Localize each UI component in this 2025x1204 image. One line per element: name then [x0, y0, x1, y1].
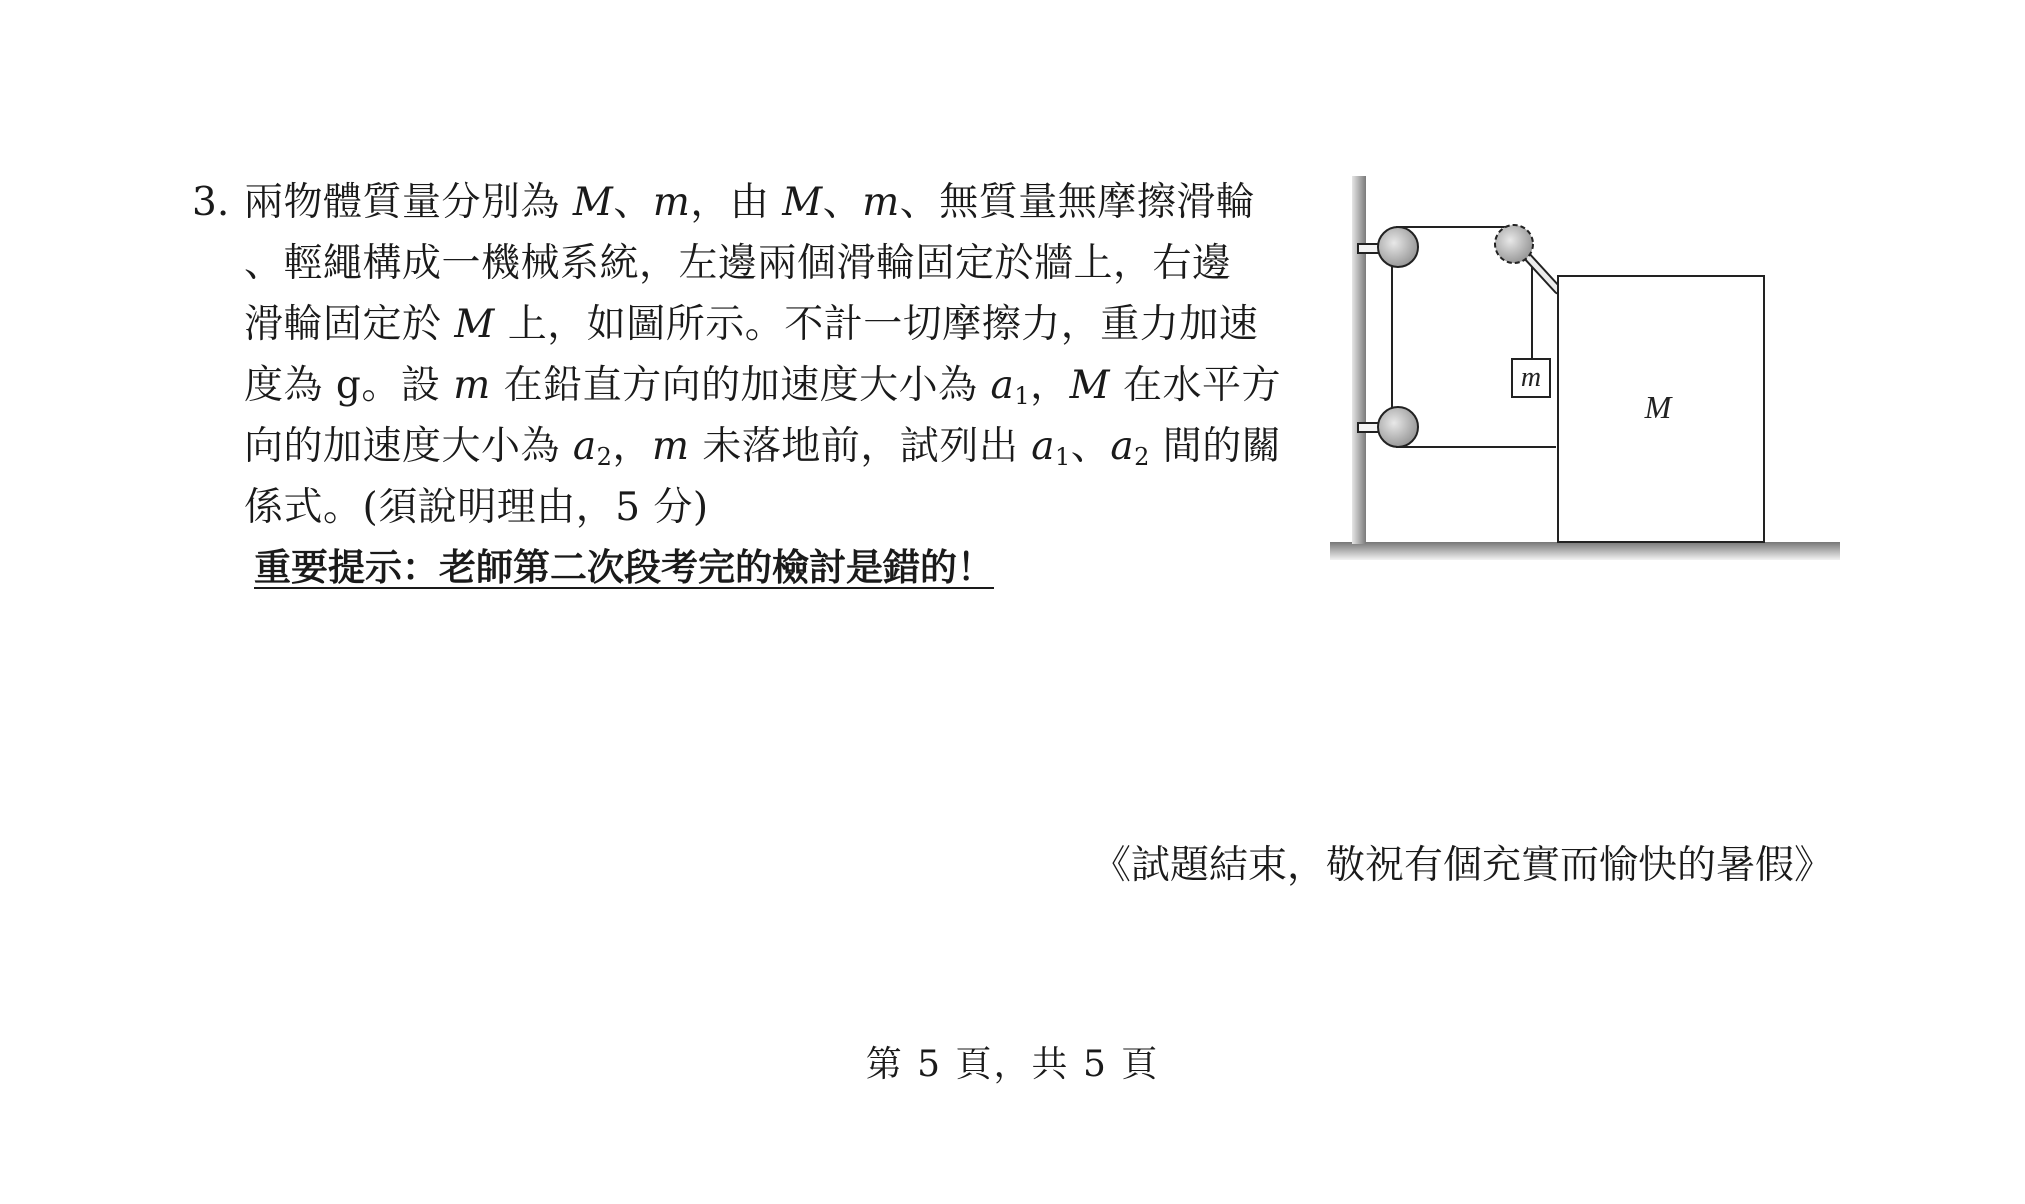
question-text: [244, 172, 1284, 538]
pulley-wall-bottom: [1378, 407, 1418, 447]
wall: [1352, 176, 1366, 544]
pulley-wall-top: [1378, 227, 1418, 267]
question-line-1: 兩物體質量分別為 M、m，由 M、m、無質量無摩擦滑輪: [244, 180, 1256, 225]
big-mass-label: M: [1644, 389, 1672, 425]
page-footer: 第 5 頁，共 5 頁: [865, 1044, 1160, 1085]
pulley-on-M: [1495, 225, 1533, 263]
pulley-system-diagram: [1320, 176, 1840, 566]
ground: [1330, 542, 1840, 560]
question-line-6: 係式。(須說明理由，5 分): [244, 485, 709, 530]
question-line-3: 滑輪固定於 M 上，如圖所示。不計一切摩擦力，重力加速: [244, 302, 1259, 347]
small-mass-label: m: [1520, 362, 1542, 393]
closing-message: 《試題結束，敬祝有個充實而愉快的暑假》: [1091, 843, 1833, 888]
question-line-2: 、輕繩構成一機械系統，左邊兩個滑輪固定於牆上，右邊: [244, 241, 1232, 286]
question-line-5: 向的加速度大小為 $a_2$，m 未落地前，試列出 $a_1$、$a_2$ 間的關: [244, 424, 1282, 471]
question-line-4: 度為 g。設 m 在鉛直方向的加速度大小為 $a_1$，M 在水平方: [244, 363, 1281, 410]
question-number: 3.: [192, 180, 230, 225]
important-hint: 重要提示：老師第二次段考完的檢討是錯的！: [254, 546, 994, 589]
